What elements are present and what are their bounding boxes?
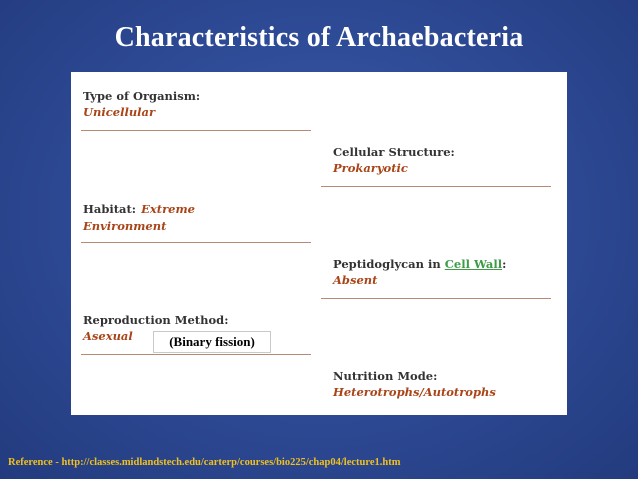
divider: [81, 354, 311, 355]
nutrition-mode: [333, 368, 496, 401]
habitat-value-line2: Environment: [83, 219, 167, 233]
habitat-label: Habitat:: [83, 202, 137, 216]
nutrition-value: Heterotrophs/Autotrophs: [333, 385, 496, 399]
peptidoglycan-label: Peptidoglycan in: [333, 257, 441, 271]
cellular-structure-label: Cellular Structure:: [333, 145, 455, 159]
habitat: [83, 198, 195, 235]
divider: [321, 298, 551, 299]
reproduction-value: Asexual: [83, 329, 133, 343]
divider: [81, 242, 311, 243]
slide-title: Characteristics of Archaebacteria: [114, 22, 524, 53]
type-of-organism: [83, 88, 200, 121]
peptidoglycan-value: Absent: [333, 273, 378, 287]
reproduction-label: Reproduction Method:: [83, 313, 229, 327]
cell-wall-link[interactable]: Cell Wall: [444, 257, 503, 271]
divider: [81, 130, 311, 131]
binary-fission-note: (Binary fission): [153, 331, 271, 353]
divider: [321, 186, 551, 187]
habitat-value-line1: Extreme: [141, 202, 195, 216]
characteristics-panel: [71, 72, 567, 415]
type-of-organism-value: Unicellular: [83, 105, 156, 119]
cellular-structure: [333, 144, 455, 177]
cellular-structure-value: Prokaryotic: [333, 161, 408, 175]
type-of-organism-label: Type of Organism:: [83, 89, 201, 103]
peptidoglycan: [333, 256, 506, 289]
reference-text: Reference - http://classes.midlandstech.edu/carterp/courses/bio225/chap04/lecture1.htm: [8, 457, 401, 468]
peptidoglycan-suffix: :: [502, 257, 507, 271]
nutrition-label: Nutrition Mode:: [333, 369, 438, 383]
